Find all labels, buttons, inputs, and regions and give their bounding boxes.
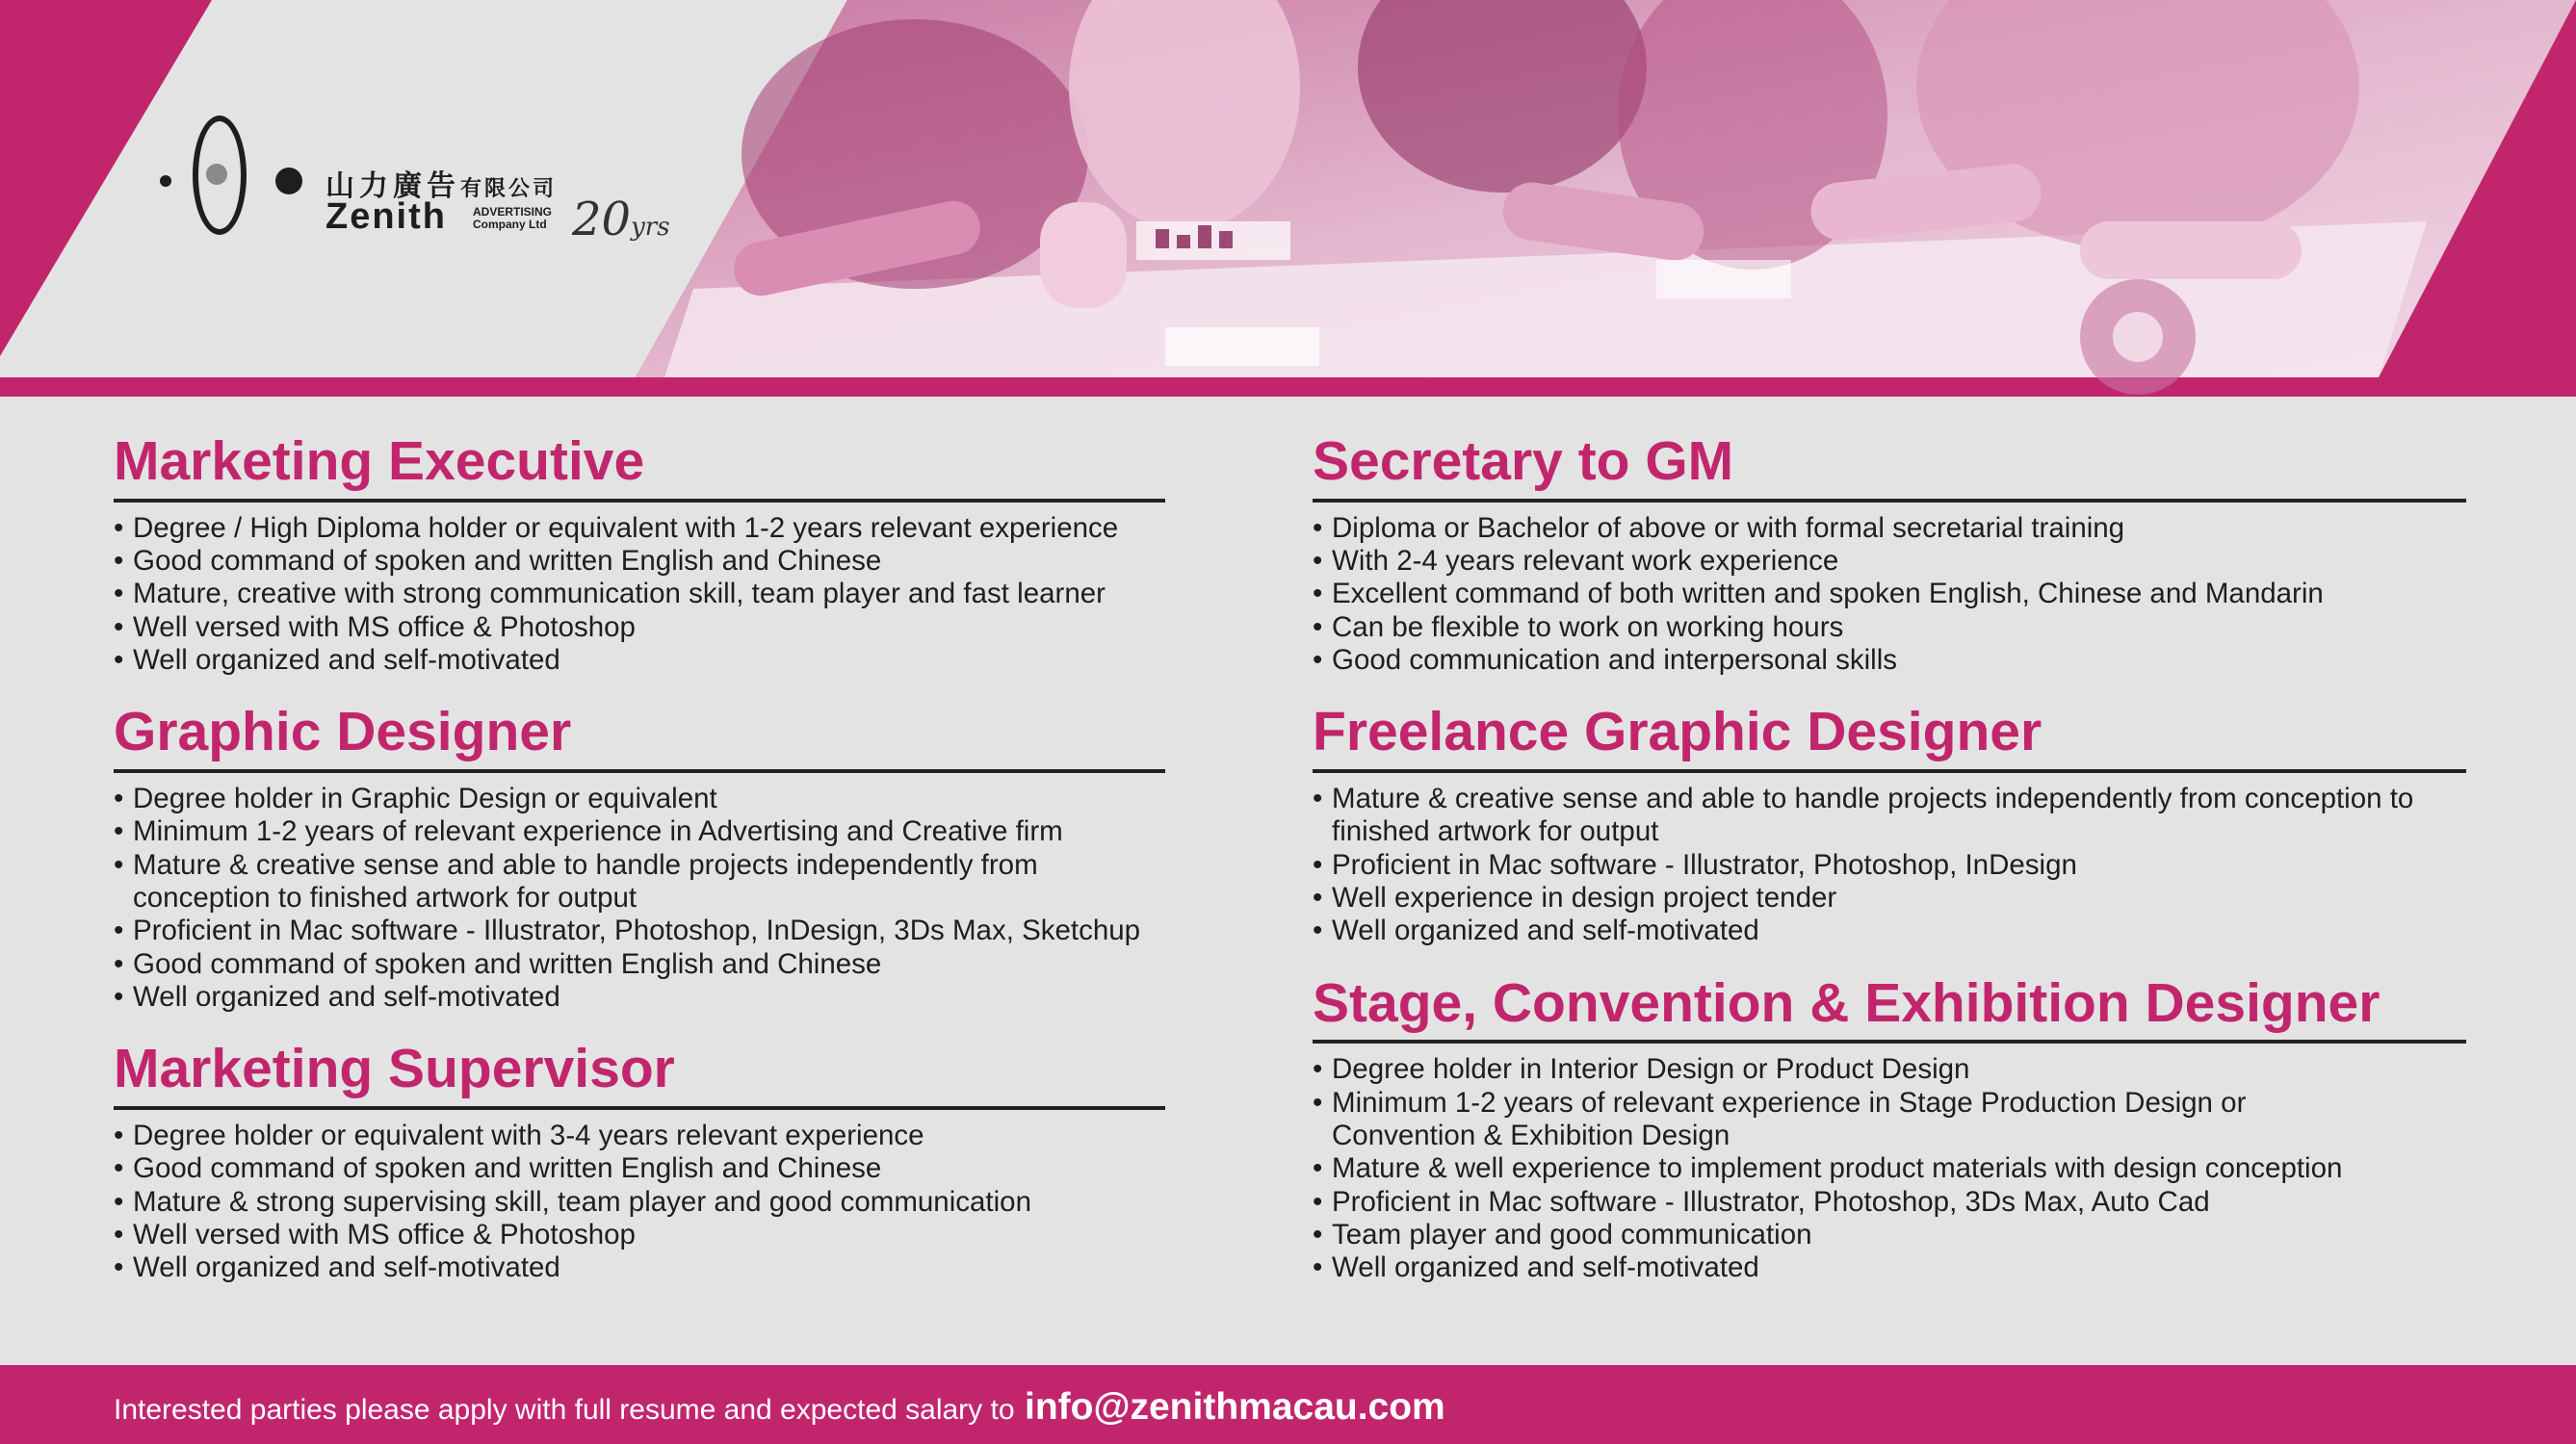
- job-section-marketing-supervisor: [114, 1039, 1165, 1284]
- job-title: Freelance Graphic Designer: [1313, 702, 2466, 773]
- requirement-item: • Degree holder in Graphic Design or equivalent: [114, 783, 1165, 815]
- job-section-freelance-graphic-designer: [1313, 702, 2466, 947]
- requirement-item: • Well organized and self-motivated: [114, 981, 1165, 1014]
- job-requirements: [1313, 783, 2466, 947]
- job-column-right: [1313, 431, 2466, 1310]
- logo-inner-dot: [206, 164, 227, 185]
- requirement-item: • Proficient in Mac software - Illustrator, Photoshop, 3Ds Max, Auto Cad: [1313, 1186, 2466, 1219]
- apply-instructions: [114, 1386, 1445, 1429]
- job-section-stage-convention-exhibition-designer: [1313, 973, 2466, 1285]
- requirement-item: • Well versed with MS office & Photoshop: [114, 611, 1165, 644]
- requirement-item: • Mature & strong supervising skill, team player and good communication: [114, 1186, 1165, 1219]
- requirement-item: • Degree holder in Interior Design or Product Design: [1313, 1053, 2466, 1086]
- logo-dot-left: [160, 175, 171, 187]
- requirement-item: • Well organized and self-motivated: [1313, 1251, 2466, 1284]
- job-title: Secretary to GM: [1313, 431, 2466, 503]
- requirement-item: • Can be flexible to work on working hours: [1313, 611, 2466, 644]
- requirement-item: • Well organized and self-motivated: [114, 1251, 1165, 1284]
- job-requirements: [114, 1120, 1165, 1284]
- logo-dot-right: [275, 168, 302, 194]
- job-section-marketing-executive: [114, 431, 1165, 677]
- requirement-item: • Degree / High Diploma holder or equivalent with 1-2 years relevant experience: [114, 512, 1165, 545]
- contact-email-link[interactable]: info@zenithmacau.com: [1024, 1386, 1445, 1428]
- requirement-item: • Proficient in Mac software - Illustrator, Photoshop, InDesign, 3Ds Max, Sketchup: [114, 915, 1165, 947]
- requirement-item: • Mature, creative with strong communication skill, team player and fast learner: [114, 578, 1165, 610]
- header-banner: [0, 0, 2576, 397]
- job-section-secretary-to-gm: [1313, 431, 2466, 677]
- logo-subtitle: ADVERTISING Company Ltd: [473, 205, 553, 231]
- requirement-item: • With 2-4 years relevant work experience: [1313, 545, 2466, 578]
- requirement-item: • Mature & creative sense and able to handle projects independently from conception to finished artwork for output: [114, 849, 1165, 915]
- requirement-item: • Well organized and self-motivated: [1313, 915, 2466, 947]
- company-logo: [160, 114, 699, 268]
- job-title: Marketing Supervisor: [114, 1039, 1165, 1110]
- requirement-item: • Good command of spoken and written English and Chinese: [114, 948, 1165, 981]
- requirement-item: • Team player and good communication: [1313, 1219, 2466, 1251]
- requirement-item: • Mature & creative sense and able to handle projects independently from conception to finished artwork for output: [1313, 783, 2466, 849]
- requirement-item: • Minimum 1-2 years of relevant experience in Stage Production Design or Convention & Exhibition Design: [1313, 1087, 2466, 1153]
- requirement-item: • Proficient in Mac software - Illustrator, Photoshop, InDesign: [1313, 849, 2466, 882]
- requirement-item: • Good command of spoken and written English and Chinese: [114, 1152, 1165, 1185]
- anniversary-mark: 20yrs: [572, 193, 670, 246]
- requirement-item: • Well organized and self-motivated: [114, 644, 1165, 677]
- job-requirements: [1313, 512, 2466, 677]
- requirement-item: • Degree holder or equivalent with 3-4 years relevant experience: [114, 1120, 1165, 1152]
- requirement-item: • Excellent command of both written and spoken English, Chinese and Mandarin: [1313, 578, 2466, 610]
- job-title: Marketing Executive: [114, 431, 1165, 503]
- requirement-item: • Well experience in design project tender: [1313, 882, 2466, 915]
- job-requirements: [114, 783, 1165, 1014]
- job-title: Graphic Designer: [114, 702, 1165, 773]
- job-requirements: [114, 512, 1165, 677]
- requirement-item: • Good command of spoken and written English and Chinese: [114, 545, 1165, 578]
- job-column-left: [114, 431, 1165, 1310]
- requirement-item: • Well versed with MS office & Photoshop: [114, 1219, 1165, 1251]
- requirement-item: • Minimum 1-2 years of relevant experience in Advertising and Creative firm: [114, 815, 1165, 848]
- logo-english-name: Zenith: [325, 196, 447, 237]
- apply-text: Interested parties please apply with full resume and expected salary to: [114, 1394, 1015, 1426]
- footer-bar: [0, 1365, 2576, 1444]
- requirement-item: • Mature & well experience to implement product materials with design conception: [1313, 1152, 2466, 1185]
- job-requirements: [1313, 1053, 2466, 1284]
- job-section-graphic-designer: [114, 702, 1165, 1014]
- job-title: Stage, Convention & Exhibition Designer: [1313, 973, 2466, 1044]
- requirement-item: • Diploma or Bachelor of above or with formal secretarial training: [1313, 512, 2466, 545]
- requirement-item: • Good communication and interpersonal skills: [1313, 644, 2466, 677]
- logo-chinese-name: 山力廣告有限公司: [325, 170, 558, 202]
